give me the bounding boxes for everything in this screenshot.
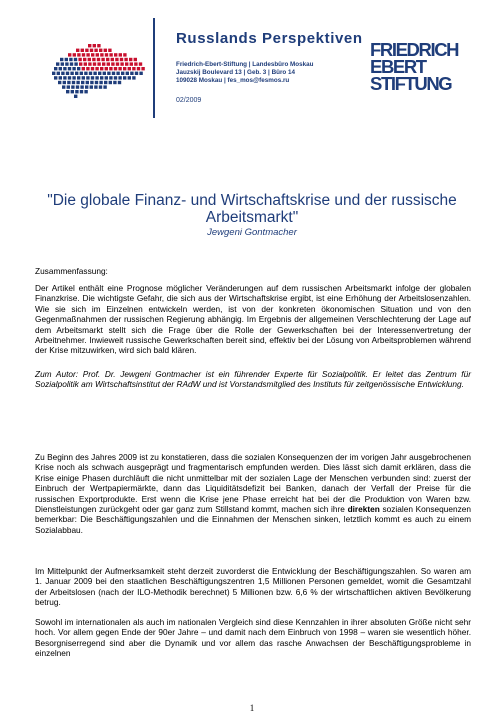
map-dot [126, 72, 129, 75]
map-dot [116, 72, 119, 75]
fes-logo-line: STIFTUNG [370, 73, 452, 94]
article-author: Jewgeni Gontmacher [207, 227, 297, 238]
address-line: Friedrich-Ebert-Stiftung | Landesbüro Moskau [176, 61, 314, 68]
map-dot [58, 81, 61, 84]
map-dot [135, 72, 138, 75]
header-divider [153, 18, 155, 118]
map-dot [71, 85, 74, 88]
map-dot [82, 53, 85, 56]
map-dot [109, 76, 112, 79]
map-dot [86, 67, 89, 70]
summary-label: Zusammenfassung: [35, 266, 108, 276]
map-dot [97, 62, 100, 65]
map-dot [80, 90, 83, 93]
map-dot [91, 53, 94, 56]
map-dot [125, 62, 128, 65]
map-dot [105, 67, 108, 70]
map-dot [77, 76, 80, 79]
map-dot [76, 85, 79, 88]
map-dot [100, 76, 103, 79]
map-dot [119, 53, 122, 56]
map-dot [141, 67, 144, 70]
map-dot [84, 90, 87, 93]
map-dot [84, 72, 87, 75]
map-dot [109, 53, 112, 56]
map-dot [109, 81, 112, 84]
map-dot [95, 67, 98, 70]
body-text: sozialen Konsequenzen bemerkbar: Die Beschäftigungszahlen und die Einnahmen der Menschen sinken, letztlich kommt es auch zu einem Sozialabbau. [35, 504, 471, 535]
map-dot [124, 58, 127, 61]
map-dot [82, 76, 85, 79]
map-dot [111, 58, 114, 61]
map-dot [116, 62, 119, 65]
map-dot [89, 72, 92, 75]
map-dot [123, 67, 126, 70]
map-dot [100, 67, 103, 70]
map-dot [80, 72, 83, 75]
map-dot [121, 72, 124, 75]
map-dot [54, 76, 57, 79]
map-dot [94, 85, 97, 88]
map-dot [76, 81, 79, 84]
map-dot [104, 49, 107, 52]
map-dot [134, 58, 137, 61]
map-dot [118, 81, 121, 84]
map-dot [52, 72, 55, 75]
map-dot [95, 81, 98, 84]
map-dot [139, 62, 142, 65]
map-dot [93, 44, 96, 47]
russia-map-logo [48, 40, 146, 100]
map-dot [102, 62, 105, 65]
map-dot [114, 53, 117, 56]
map-dot [98, 72, 101, 75]
map-dot [63, 81, 66, 84]
map-dot [61, 72, 64, 75]
map-dot [54, 67, 57, 70]
map-dot [63, 76, 66, 79]
map-dot [83, 58, 86, 61]
map-dot [118, 67, 121, 70]
map-dot [86, 76, 89, 79]
map-dot [111, 62, 114, 65]
map-dot [75, 90, 78, 93]
map-dot [90, 49, 93, 52]
map-dot [60, 58, 63, 61]
map-dot [78, 58, 81, 61]
emphasis-text: direkten [347, 504, 380, 515]
summary-paragraph: Der Artikel enthält eine Prognose möglicher Veränderungen auf dem russischen Arbeitsmarkt infolge der globalen Finanzkrise. Die wichtigste Gefahr, die sich aus der Wirtschaftskrise ergibt, ist eine Erhöhung der Arbeitslosenzahlen. Wie sie sich im Einzelnen entwickeln werden, ist von der konkreten ökonomischen Situation und von den Gegenmaßnahmen der russischen Regierung abhängig. Im Ergebnis der allgemeinen Verschlechterung der Lage auf dem Arbeitsmarkt stellt sich die Frage über die Rolle der Gewerkschaften bei der Interessenvertretung der Arbeitnehmer. Inwieweit russische Gewerkschaften bereit sind, effektiv bei der Lösung von Arbeitsproblemen während der Krise mitzuwirken, wird sich bald klären. [35, 283, 471, 356]
map-dot [132, 67, 135, 70]
map-dot [96, 53, 99, 56]
map-dot [59, 76, 62, 79]
map-dot [88, 62, 91, 65]
map-dot [94, 49, 97, 52]
about-author-paragraph: Zum Autor: Prof. Dr. Jewgeni Gontmacher ist ein führender Experte für Sozialpolitik. Er leitet das Zentrum für Sozialpolitik am Wirtschaftsinstitut der RAdW und ist Vorstandsmitglied des Instituts für zeitgenössische Entwicklung. [35, 369, 471, 390]
map-dot [118, 76, 121, 79]
map-dot [67, 85, 70, 88]
map-dot [129, 58, 132, 61]
map-dot [103, 72, 106, 75]
map-dot [88, 44, 91, 47]
map-dot [107, 62, 110, 65]
map-dot [88, 58, 91, 61]
map-dot [100, 53, 103, 56]
map-dot [59, 67, 62, 70]
address-line: 109028 Moskau | fes_mos@fesmos.ru [176, 77, 290, 84]
map-dot [106, 58, 109, 61]
map-dot [63, 67, 66, 70]
map-dot [114, 67, 117, 70]
map-dot [93, 62, 96, 65]
map-dot [113, 81, 116, 84]
map-dot [105, 53, 108, 56]
map-dot [73, 53, 76, 56]
body-paragraph: Im Mittelpunkt der Aufmerksamkeit steht derzeit zuvorderst die Entwicklung der Beschäftigungszahlen. So waren am 1. Januar 2009 bei den staatlichen Beschäftigungszentren 1,5 Millionen Personen gemeldet, womit die Gesamtzahl der Arbeitslosen (nach der ILO-Methodik berechnet) 5 Millionen bzw. 6,6 % der wirtschaftlichen aktiven Bevölkerung betrug. [35, 566, 471, 608]
map-dot [108, 49, 111, 52]
map-dot [123, 76, 126, 79]
map-dot [70, 72, 73, 75]
article-title: "Die globale Finanz- und Wirtschaftskrise und der russische Arbeitsmarkt" [47, 192, 457, 226]
fes-logo [370, 39, 470, 96]
map-dot [130, 72, 133, 75]
map-dot [123, 53, 126, 56]
map-dot [130, 62, 133, 65]
map-dot [56, 62, 59, 65]
map-dot [114, 76, 117, 79]
map-dot [103, 85, 106, 88]
address-line: Jauzskij Boulevard 13 | Geb. 3 | Büro 14 [176, 69, 296, 76]
map-dot [97, 44, 100, 47]
map-dot [81, 49, 84, 52]
fes-logo-line: EBERT [370, 56, 426, 77]
map-dot [75, 72, 78, 75]
map-dot [132, 76, 135, 79]
map-dot [90, 85, 93, 88]
map-dot [107, 72, 110, 75]
map-dot [91, 67, 94, 70]
map-dot [70, 62, 73, 65]
map-dot [82, 67, 85, 70]
map-dot [81, 81, 84, 84]
map-dot [101, 58, 104, 61]
map-dot [85, 49, 88, 52]
map-dot [112, 72, 115, 75]
map-dot [66, 90, 69, 93]
map-dot [71, 90, 74, 93]
map-dot [72, 81, 75, 84]
body-paragraph: Sowohl im internationalen als auch im nationalen Vergleich sind diese Kennzahlen in ihrer absoluten Größe nicht sehr hoch. Vor allem gegen Ende der 90er Jahre – und damit nach dem Einbruch von 1998 – waren sie wesentlich höher. Besorgniserregend sind aber die Dynamik und vor allem das rasche Anwachsen der Beschäftigungsprobleme in einzelnen [35, 617, 471, 659]
map-dot [57, 72, 60, 75]
body-text: Zu Beginn des Jahres 2009 ist zu konstatieren, dass die sozialen Konsequenzen der im vorigen Jahr ausgebrochenen Krise noch als schwach ausgeprägt und fragmentarisch empfunden werden. Dies lässt sich damit erklären, dass die Krise einige Phasen durchläuft die nicht unmittelbar mit der sozialen Lage der Menschen verbunden sind: zuerst der Einbruch der Wertpapiermärkte, dann das Liquiditätsdefizit bei Banken, danach der Verfall der Preise für die russischen Exportprodukte. Erst wenn die Krise jene Phase erreicht hat bei der die Produktion von Waren bzw. Dienstleistungen zurückgeht oder gar ganz zum Stillstand kommt, machen sich ihre [35, 452, 471, 515]
map-dot [66, 72, 69, 75]
map-dot [109, 67, 112, 70]
map-dot [62, 85, 65, 88]
map-dot [99, 81, 102, 84]
map-dot [80, 85, 83, 88]
issue-number: 02/2009 [176, 97, 202, 104]
map-dot [85, 85, 88, 88]
map-dot [128, 76, 131, 79]
map-dot [76, 49, 79, 52]
map-dot [68, 76, 71, 79]
map-dot [65, 58, 68, 61]
map-dot [128, 67, 131, 70]
map-dot [77, 53, 80, 56]
series-title: Russlands Perspektiven [176, 30, 363, 47]
map-dot [99, 49, 102, 52]
map-dot [120, 62, 123, 65]
map-dot [115, 58, 118, 61]
page-number: 1 [249, 703, 255, 713]
map-dot [74, 62, 77, 65]
map-dot [72, 76, 75, 79]
map-dot [69, 58, 72, 61]
map-dot [105, 76, 108, 79]
map-dot [95, 76, 98, 79]
map-dot [68, 67, 71, 70]
map-dot [91, 76, 94, 79]
map-dot [90, 81, 93, 84]
map-dot [92, 58, 95, 61]
map-dot [77, 67, 80, 70]
map-dot [86, 53, 89, 56]
map-dot [65, 62, 68, 65]
map-dot [67, 81, 70, 84]
map-dot [99, 85, 102, 88]
map-dot [72, 67, 75, 70]
map-dot [137, 67, 140, 70]
map-dot [84, 62, 87, 65]
map-dot [104, 81, 107, 84]
map-dot [79, 62, 82, 65]
map-dot [93, 72, 96, 75]
map-dot [97, 58, 100, 61]
fes-logo-line: FRIEDRICH [370, 39, 459, 60]
map-dot [139, 72, 142, 75]
map-dot [74, 58, 77, 61]
map-dot [134, 62, 137, 65]
map-dot [86, 81, 89, 84]
map-dot [68, 53, 71, 56]
map-dot [61, 62, 64, 65]
map-dot [74, 95, 77, 98]
body-paragraph [35, 452, 471, 535]
map-dot [120, 58, 123, 61]
